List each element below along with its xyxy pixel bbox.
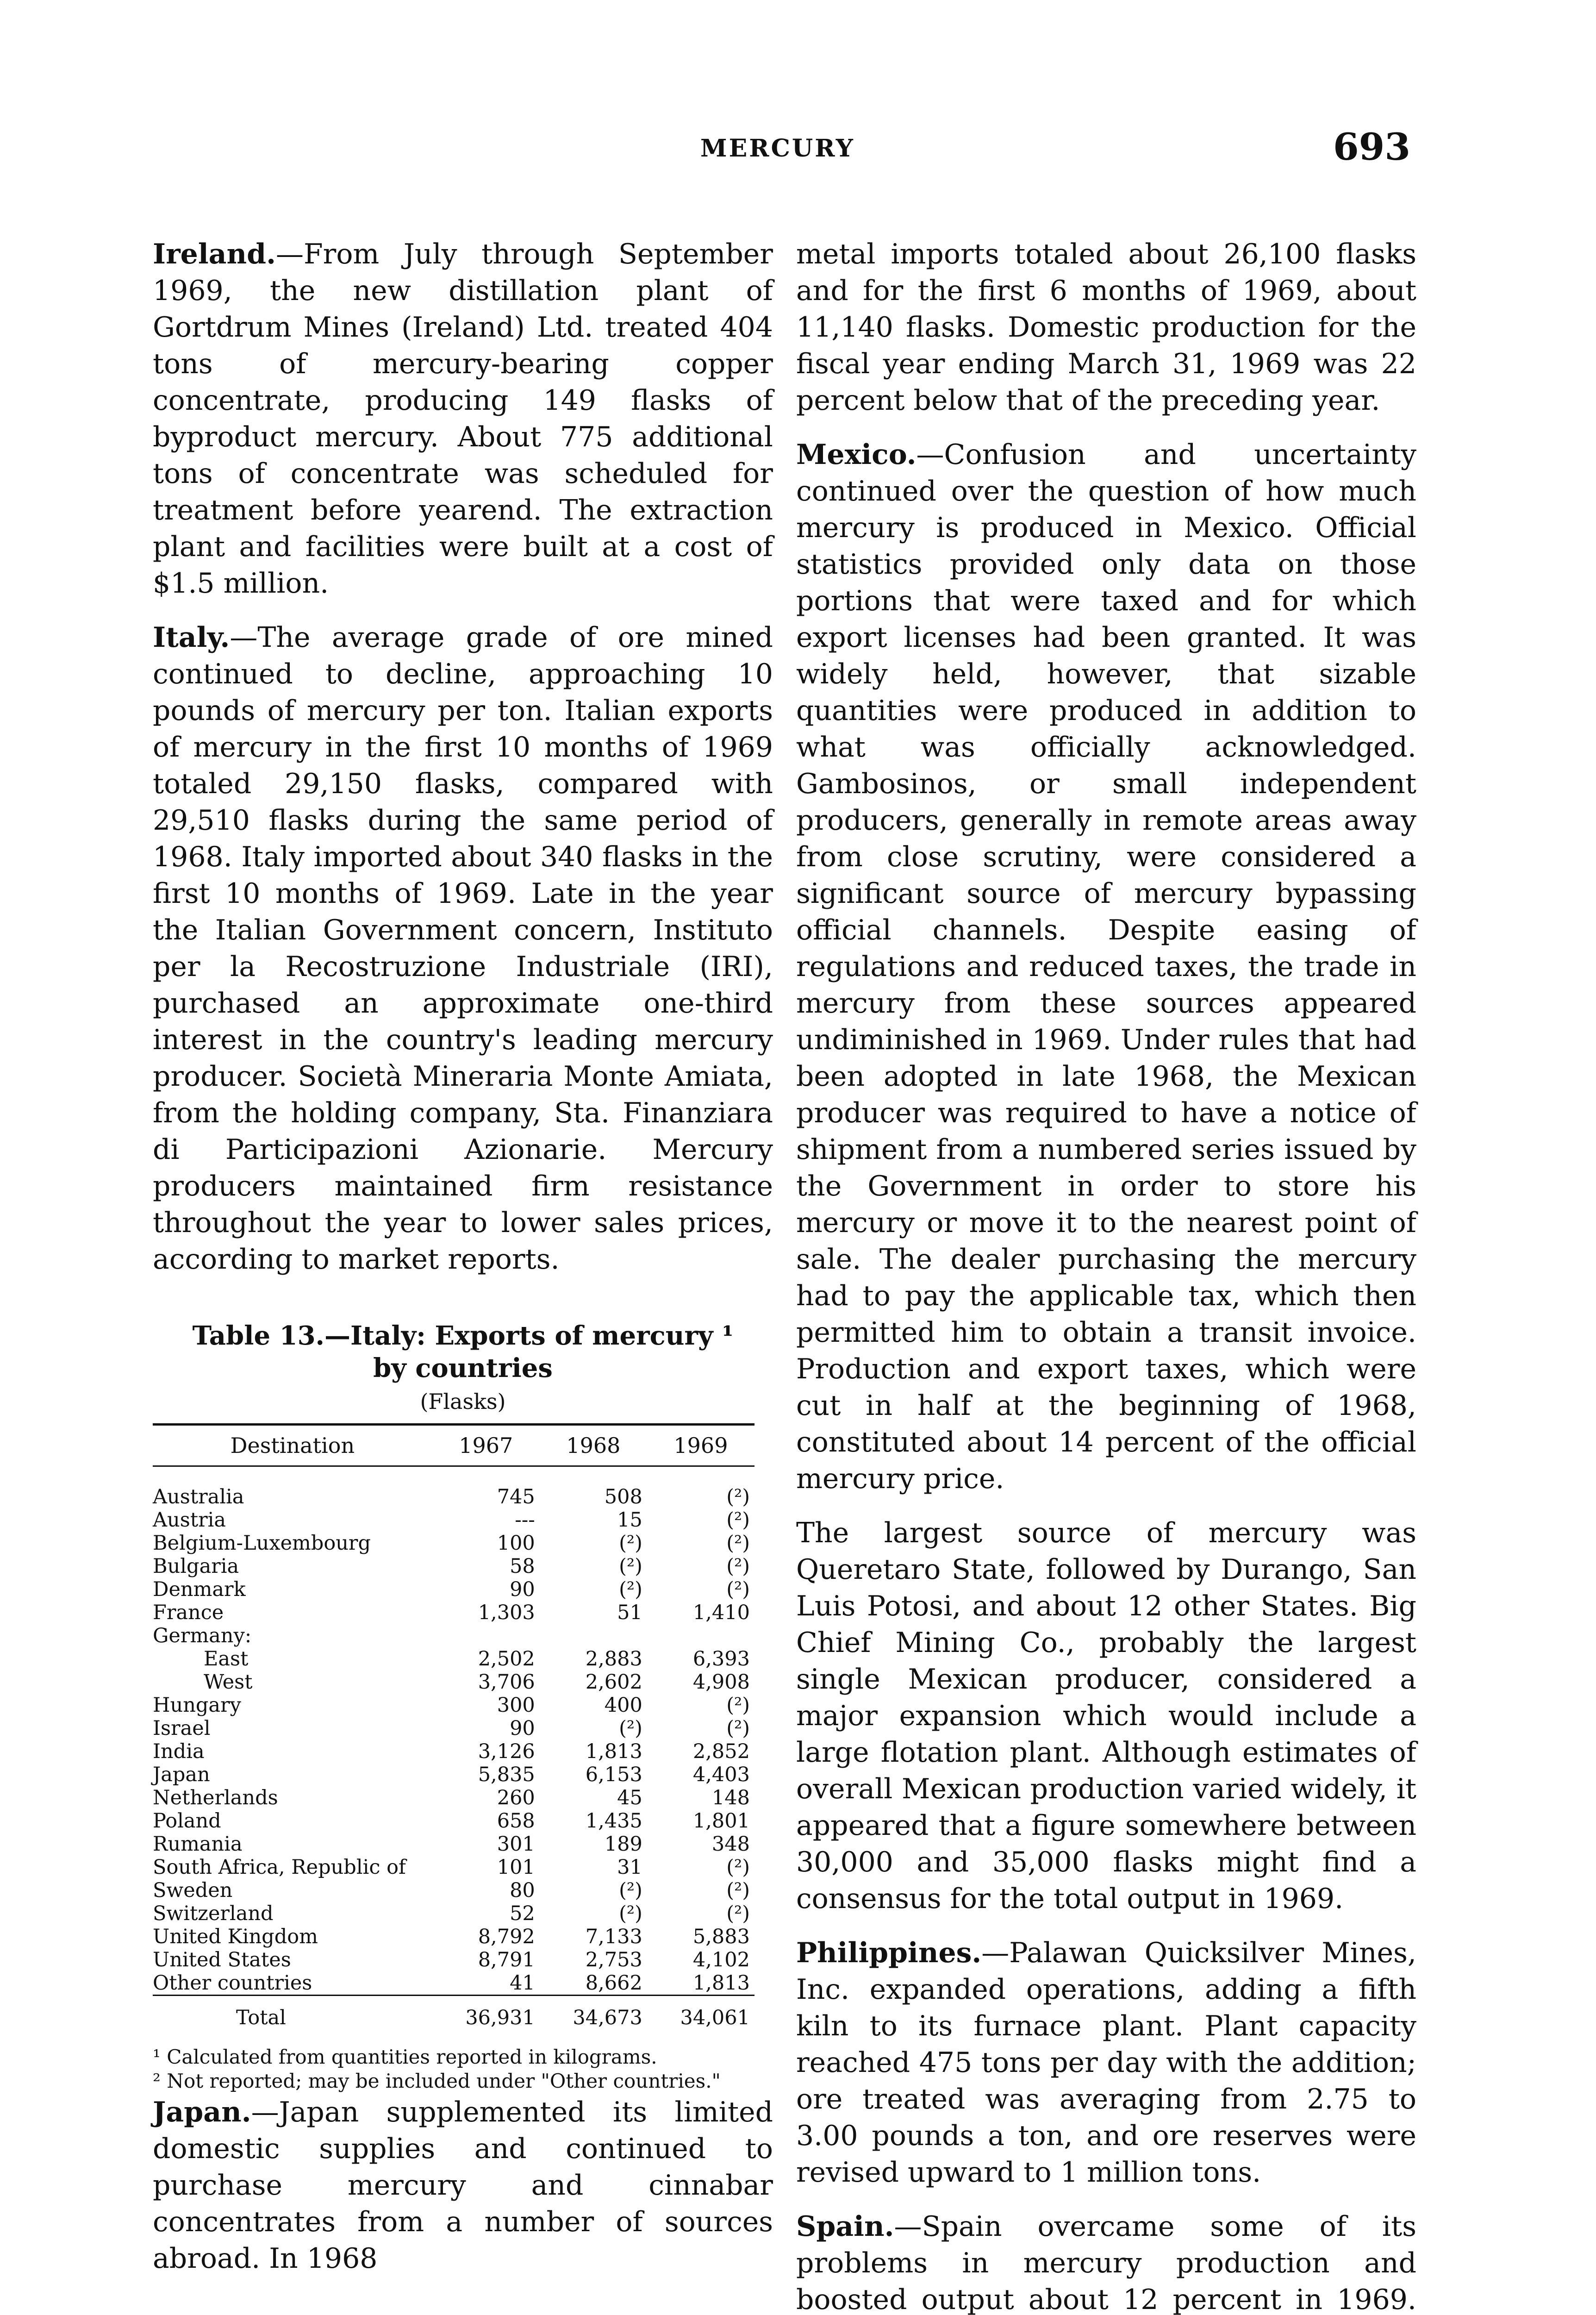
table-title [153,1320,773,1384]
cell-1968: 1,435 [585,1809,642,1833]
cell-1969: (²) [726,1508,750,1532]
cell-1969: (²) [726,1902,750,1925]
cell-1969: (²) [726,1555,750,1578]
cell-1969: 2,852 [692,1740,750,1763]
table-row [153,1624,754,1647]
cell-1968: 31 [617,1856,642,1879]
table-row [153,1902,754,1925]
text-spain: —Spain overcame some of its problems in mercury production and boosted output about 12 percent in 1969. [796,2210,1416,2315]
lead-spain: Spain. [796,2210,894,2243]
cell-1969: 5,883 [692,1925,750,1948]
cell-1968: 45 [617,1786,642,1809]
cell-1967: 100 [497,1532,535,1555]
cell-destination: United Kingdom [153,1925,318,1948]
cell-destination: Netherlands [153,1786,278,1809]
cell-destination: Belgium-Luxembourg [153,1532,371,1555]
cell-1967: 5,835 [478,1763,535,1786]
cell-1969: (²) [726,1578,750,1601]
cell-1967: 58 [510,1555,535,1578]
cell-1967: 1,303 [478,1601,535,1624]
cell-destination: Other countries [153,1971,312,1995]
lead-japan: Japan. [153,2096,251,2128]
cell-total-label: Total [153,1996,432,2037]
paragraph-japan [153,2094,773,2277]
footnote-2: ² Not reported; may be included under "Other countries." [153,2070,721,2092]
table-row [153,1786,754,1809]
cell-1967: 52 [510,1902,535,1925]
cell-destination: Australia [153,1485,244,1508]
lead-italy: Italy. [153,621,230,654]
cell-1969: 4,102 [692,1948,750,1971]
table-row [153,1508,754,1532]
cell-total-1968: 34,673 [540,1996,647,2037]
text-ireland: —From July through September 1969, the new distillation plant of Gortdrum Mines (Ireland) Ltd. treated 404 tons of mercury-bearing copper concentrate, producing 149 flasks of byproduct mercury. About 775 additional tons of concentrate was scheduled for treatment before yearend. The extraction plant and facilities were built at a cost of $1.5 million. [153,238,773,600]
cell-1968: 6,153 [585,1763,642,1786]
table-row [153,1763,754,1786]
cell-1969: (²) [726,1694,750,1717]
table-row [153,1466,754,1509]
table-title-line1: Table 13.—Italy: Exports of mercury ¹ [192,1320,734,1351]
cell-destination: Austria [153,1508,226,1532]
cell-1968: 51 [617,1601,642,1624]
cell-destination: Poland [153,1809,221,1833]
cell-1967: --- [515,1508,535,1532]
table-row [153,1740,754,1763]
table-unit: (Flasks) [420,1389,506,1414]
cell-1969: (²) [726,1485,750,1508]
table-row [153,1647,754,1671]
cell-destination: France [153,1601,224,1624]
table-row [153,1578,754,1601]
cell-1968: 7,133 [585,1925,642,1948]
cell-destination: India [153,1740,205,1763]
left-column [153,236,773,2295]
cell-1967: 300 [497,1694,535,1717]
cell-1968: 400 [604,1694,642,1717]
cell-1967: 260 [497,1786,535,1809]
cell-1968: (²) [619,1578,642,1601]
cell-total-1967: 36,931 [432,1996,540,2037]
cell-1967: 90 [510,1717,535,1740]
paragraph-mexico-2: The largest source of mercury was Queretaro State, followed by Durango, San Luis Potosi, and about 12 other States. Big Chief Mining Co., probably the largest single Mexican producer, considered a major expansion which would include a large flotation plant. Although estimates of overall Mexican production varied widely, it appeared that a figure somewhere between 30,000 and 35,000 flasks might find a consensus for the total output in 1969. [796,1517,1416,1915]
lead-philippines: Philippines. [796,1937,982,1969]
cell-destination: Bulgaria [153,1555,239,1578]
cell-destination: Denmark [153,1578,246,1601]
cell-1967: 3,706 [478,1671,535,1694]
lead-mexico: Mexico. [796,438,916,471]
cell-destination: Israel [153,1717,211,1740]
header-1967: 1967 [432,1425,540,1466]
table-row [153,1694,754,1717]
cell-1969: 4,908 [692,1671,750,1694]
table-footnotes [153,2046,773,2092]
cell-1967 [432,1624,540,1647]
cell-1968: 508 [604,1485,642,1508]
table-row [153,1925,754,1948]
cell-1967: 658 [497,1809,535,1833]
cell-destination: West [204,1671,253,1694]
cell-1968: (²) [619,1717,642,1740]
table-total-row [153,1996,754,2037]
paragraph-japan-continued: metal imports totaled about 26,100 flasks and for the first 6 months of 1969, about 11,140 flasks. Domestic production for the fiscal year ending March 31, 1969 was 22 percent below that of the preceding year. [796,238,1416,417]
cell-1967: 90 [510,1578,535,1601]
cell-destination: Germany: [153,1624,252,1647]
table-row [153,1601,754,1624]
cell-1968: 8,662 [585,1971,642,1995]
table-row [153,1717,754,1740]
table-row [153,1809,754,1833]
table-row [153,1532,754,1555]
cell-1968: (²) [619,1879,642,1902]
cell-1968: (²) [619,1532,642,1555]
cell-1967: 2,502 [478,1647,535,1671]
cell-destination: Sweden [153,1879,233,1902]
cell-1969: 4,403 [692,1763,750,1786]
cell-1967: 301 [497,1833,535,1856]
cell-1968: 2,602 [585,1671,642,1694]
header-1969: 1969 [647,1425,754,1466]
cell-1969: 348 [711,1833,750,1856]
cell-1967: 745 [497,1485,535,1508]
header-1968: 1968 [540,1425,647,1466]
exports-table [153,1423,754,2037]
table-row [153,1671,754,1694]
table-row [153,1971,754,1996]
cell-1969: (²) [726,1717,750,1740]
header-destination: Destination [153,1425,432,1466]
cell-1967: 3,126 [478,1740,535,1763]
cell-1969 [647,1624,754,1647]
lead-ireland: Ireland. [153,238,276,270]
footnote-1: ¹ Calculated from quantities reported in kilograms. [153,2046,657,2068]
cell-1967: 8,791 [478,1948,535,1971]
text-mexico: —Confusion and uncertainty continued over the question of how much mercury is produced in Mexico. Official statistics provided only data on those portions that were taxed and for which export licenses had been granted. It was widely held, however, that sizable quantities were produced in addition to what was officially acknowledged. Gambosinos, or small independent producers, generally in remote areas away from close scrutiny, were considered a significant source of mercury bypassing official channels. Despite easing of regulations and reduced taxes, the trade in mercury from these sources appeared undiminished in 1969. Under rules that had been adopted in late 1968, the Mexican producer was required to have a notice of shipment from a numbered series issued by the Government in order to store his mercury or move it to the nearest point of sale. The dealer purchasing the mercury had to pay the applicable tax, which then permitted him to obtain a transit invoice. Production and export taxes, which were cut in half at the beginning of 1968, constituted about 14 percent of the official mercury price. [796,438,1416,1495]
cell-total-1969: 34,061 [647,1996,754,2037]
text-italy: —The average grade of ore mined continued to decline, approaching 10 pounds of mercury per ton. Italian exports of mercury in the first 10 months of 1969 totaled 29,150 flasks, compared with 29,510 flasks during the same period of 1968. Italy imported about 340 flasks in the first 10 months of 1969. Late in the year the Italian Government concern, Instituto per la Recostruzione Industriale (IRI), purchased an approximate one-third interest in the country's leading mercury producer. Società Mineraria Monte Amiata, from the holding company, Sta. Finanziara di Participazioni Azionarie. Mercury producers maintained firm resistance throughout the year to lower sales prices, according to market reports. [153,621,773,1276]
cell-destination: Switzerland [153,1902,274,1925]
cell-1969: (²) [726,1856,750,1879]
table-row [153,1948,754,1971]
paragraph-italy [153,619,773,1278]
cell-1969: 6,393 [692,1647,750,1671]
right-column [796,236,1416,2315]
table-row [153,1879,754,1902]
cell-1968: 2,753 [585,1948,642,1971]
cell-1968: 2,883 [585,1647,642,1671]
table-title-line2: by countries [373,1353,553,1383]
cell-destination: Rumania [153,1833,243,1856]
table-header-row [153,1425,754,1466]
cell-1967: 41 [510,1971,535,1995]
table-row [153,1856,754,1879]
running-header: MERCURY [700,134,855,163]
cell-1968: 15 [617,1508,642,1532]
cell-1967: 8,792 [478,1925,535,1948]
cell-1969: (²) [726,1879,750,1902]
text-philippines: —Palawan Quicksilver Mines, Inc. expanded operations, adding a fifth kiln to its furnace plant. Plant capacity reached 475 tons per day with the addition; ore treated was averaging from 2.75 to 3.00 pounds a ton, and ore reserves were revised upward to 1 million tons. [796,1937,1416,2189]
cell-1967: 80 [510,1879,535,1902]
table-row [153,1833,754,1856]
paragraph-mexico [796,437,1416,1497]
cell-destination: Hungary [153,1694,241,1717]
table-row [153,1555,754,1578]
cell-1968: (²) [619,1555,642,1578]
paragraph-spain [796,2209,1416,2315]
cell-1969: 148 [711,1786,750,1809]
page-number: 693 [1333,125,1410,169]
cell-1968 [540,1624,647,1647]
cell-destination: South Africa, Republic of [153,1856,406,1879]
cell-1968: (²) [619,1902,642,1925]
cell-destination: East [204,1647,249,1671]
cell-1967: 101 [497,1856,535,1879]
cell-1969: 1,813 [692,1971,750,1995]
cell-1969: 1,801 [692,1809,750,1833]
cell-1968: 189 [604,1833,642,1856]
cell-1969: 1,410 [692,1601,750,1624]
paragraph-philippines [796,1935,1416,2191]
cell-1968: 1,813 [585,1740,642,1763]
cell-destination: United States [153,1948,291,1971]
cell-1969: (²) [726,1532,750,1555]
paragraph-ireland [153,236,773,602]
text-japan: —Japan supplemented its limited domestic supplies and continued to purchase mercury and cinnabar concentrates from a number of sources abroad. In 1968 [153,2096,773,2275]
cell-destination: Japan [153,1763,210,1786]
